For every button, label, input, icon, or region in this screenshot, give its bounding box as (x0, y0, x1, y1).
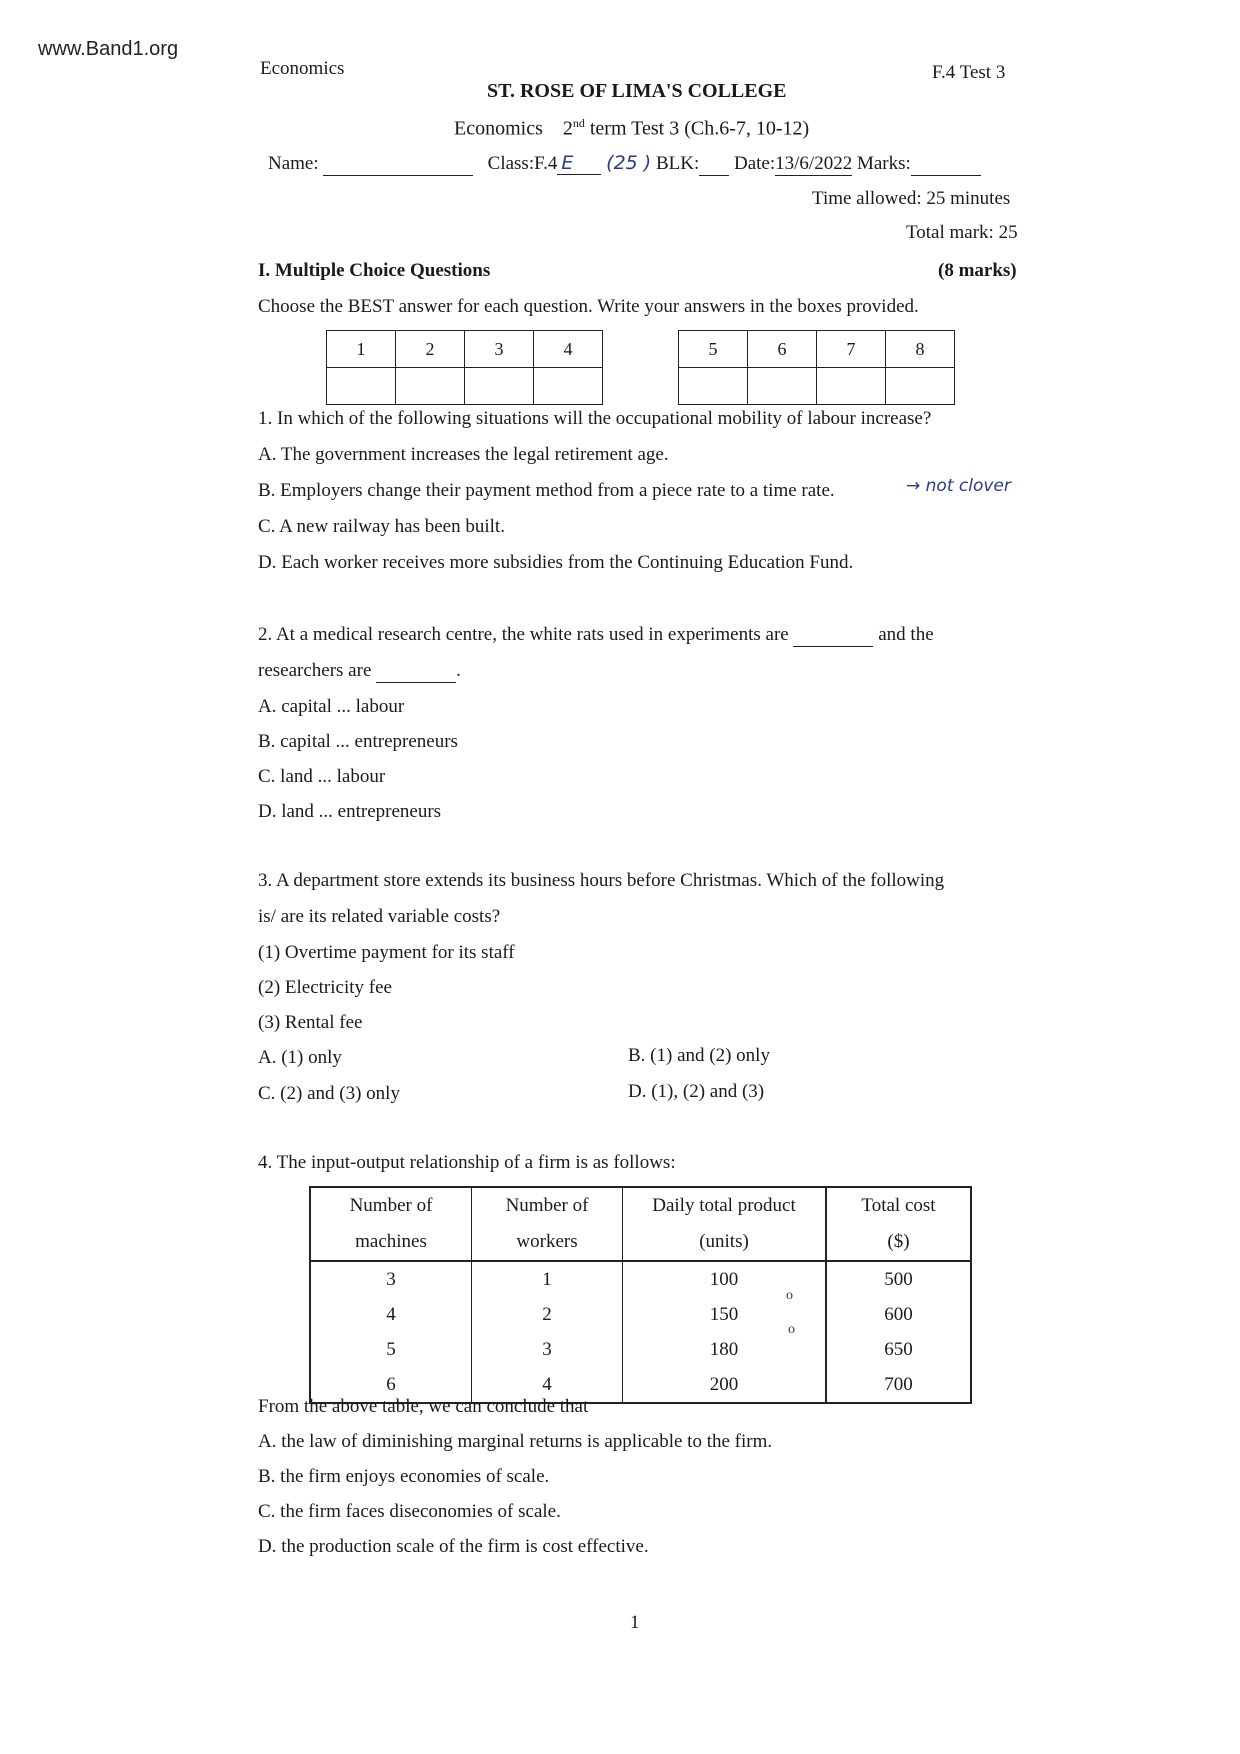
class-field[interactable]: E (557, 152, 601, 175)
cell-workers: 3 (472, 1332, 623, 1367)
table-row (310, 1297, 971, 1332)
q3-option-b: B. (1) and (2) only (628, 1045, 770, 1066)
answer-box-2[interactable] (396, 368, 465, 405)
q2-option-b: B. capital ... entrepreneurs (258, 731, 458, 752)
section-title: I. Multiple Choice Questions (258, 260, 491, 281)
q2-stem-text: 2. At a medical research centre, the white rats used in experiments are (258, 624, 789, 645)
answer-box-label: 1 (327, 331, 396, 368)
cell-cost: 700 (826, 1367, 971, 1403)
date-value: 13/6/2022 (775, 153, 853, 174)
answer-box-label: 8 (886, 331, 955, 368)
school-name: ST. ROSE OF LIMA'S COLLEGE (487, 80, 787, 102)
q2-option-a: A. capital ... labour (258, 696, 405, 717)
answer-box-label: 5 (679, 331, 748, 368)
watermark: www.Band1.org (38, 38, 179, 60)
col-header-cost: Total cost ($) (826, 1187, 971, 1261)
q3-option-d: D. (1), (2) and (3) (628, 1081, 765, 1102)
cell-product: 200 (623, 1367, 827, 1403)
student-info-line (268, 152, 981, 176)
q2-option-c: C. land ... labour (258, 766, 386, 787)
q3-option-a: A. (1) only (258, 1047, 342, 1068)
q2-stem-line2: researchers are . (258, 660, 461, 681)
date-label: Date: (733, 153, 776, 174)
pen-mark: o (786, 1288, 793, 1303)
table-row (310, 1261, 971, 1297)
q2-blank-2 (376, 660, 456, 683)
page-number: 1 (630, 1612, 640, 1633)
q3-option-c: C. (2) and (3) only (258, 1083, 400, 1104)
col-header-product: Daily total product (units) (623, 1187, 827, 1261)
cell-machines: 6 (310, 1367, 472, 1403)
q2-option-d: D. land ... entrepreneurs (258, 801, 442, 822)
answer-box-label: 2 (396, 331, 465, 368)
blk-label: BLK: (655, 153, 700, 174)
answer-box-label: 4 (534, 331, 603, 368)
q1-option-b: B. Employers change their payment method from a piece rate to a time rate. (258, 480, 835, 501)
q4-conclusion: From the above table, we can conclude that (258, 1396, 589, 1417)
table-row (310, 1332, 971, 1367)
q1-option-a: A. The government increases the legal retirement age. (258, 444, 669, 465)
marks-field[interactable] (911, 153, 981, 176)
cell-product: 100 (623, 1261, 827, 1297)
subtitle-term-num: 2 (562, 117, 573, 140)
answer-box-5[interactable] (679, 368, 748, 405)
q1-handwritten-note: → not clover (906, 476, 1011, 496)
col-header-workers: Number of workers (472, 1187, 623, 1261)
q4-stem: 4. The input-output relationship of a firm is as follows: (258, 1152, 676, 1173)
q4-option-c: C. the firm faces diseconomies of scale. (258, 1501, 561, 1522)
answer-box-label: 3 (465, 331, 534, 368)
q3-item-1: (1) Overtime payment for its staff (258, 942, 515, 963)
q2-stem-text2: researchers are (258, 660, 372, 681)
q1-option-c: C. A new railway has been built. (258, 516, 505, 537)
test-subtitle (454, 116, 809, 141)
q3-item-2: (2) Electricity fee (258, 977, 392, 998)
cell-cost: 600 (826, 1297, 971, 1332)
answer-grid-left (326, 330, 603, 405)
section-instruction: Choose the BEST answer for each question. Write your answers in the boxes provided. (258, 296, 919, 317)
cell-product: 150 (623, 1297, 827, 1332)
answer-box-3[interactable] (465, 368, 534, 405)
class-label: Class:F.4 (487, 153, 558, 174)
q2-stem-line1 (258, 624, 934, 647)
section-marks: (8 marks) (938, 260, 1017, 281)
answer-box-7[interactable] (817, 368, 886, 405)
col-header-machines: Number of machines (310, 1187, 472, 1261)
answer-box-8[interactable] (886, 368, 955, 405)
answer-box-label: 6 (748, 331, 817, 368)
name-field[interactable] (323, 153, 473, 176)
q4-option-a: A. the law of diminishing marginal returns is applicable to the firm. (258, 1431, 773, 1452)
subtitle-rest: term Test 3 (Ch.6-7, 10-12) (589, 117, 810, 140)
subtitle-subject: Economics (454, 117, 543, 140)
test-label: F.4 Test 3 (932, 62, 1006, 83)
q4-option-d: D. the production scale of the firm is cost effective. (258, 1536, 649, 1557)
q4-option-b: B. the firm enjoys economies of scale. (258, 1466, 550, 1487)
cell-workers: 4 (472, 1367, 623, 1403)
q3-stem-line1: 3. A department store extends its business hours before Christmas. Which of the following (258, 870, 945, 891)
cell-workers: 1 (472, 1261, 623, 1297)
answer-box-6[interactable] (748, 368, 817, 405)
q2-stem-end: and the (878, 624, 934, 645)
pen-mark: o (788, 1322, 795, 1337)
blk-field[interactable] (699, 153, 729, 176)
q1-option-d: D. Each worker receives more subsidies from the Continuing Education Fund. (258, 552, 854, 573)
cell-cost: 500 (826, 1261, 971, 1297)
cell-machines: 4 (310, 1297, 472, 1332)
cell-workers: 2 (472, 1297, 623, 1332)
cell-machines: 5 (310, 1332, 472, 1367)
name-label: Name: (268, 153, 319, 174)
answer-box-label: 7 (817, 331, 886, 368)
cell-machines: 3 (310, 1261, 472, 1297)
input-output-table (309, 1186, 972, 1404)
q3-item-3: (3) Rental fee (258, 1012, 363, 1033)
q3-stem-line2: is/ are its related variable costs? (258, 906, 501, 927)
answer-grid-right (678, 330, 955, 405)
marks-label: Marks: (856, 153, 911, 174)
time-allowed: Time allowed: 25 minutes (812, 188, 1011, 209)
total-mark: Total mark: 25 (906, 222, 1018, 243)
q2-blank-1 (793, 624, 873, 647)
q1-stem: 1. In which of the following situations will the occupational mobility of labour increase? (258, 408, 932, 429)
subtitle-term-sup: nd (572, 116, 585, 130)
subject-left: Economics (260, 58, 345, 79)
answer-box-1[interactable] (327, 368, 396, 405)
answer-box-4[interactable] (534, 368, 603, 405)
class-number: (25 ) (606, 152, 652, 174)
cell-product: 180 (623, 1332, 827, 1367)
cell-cost: 650 (826, 1332, 971, 1367)
